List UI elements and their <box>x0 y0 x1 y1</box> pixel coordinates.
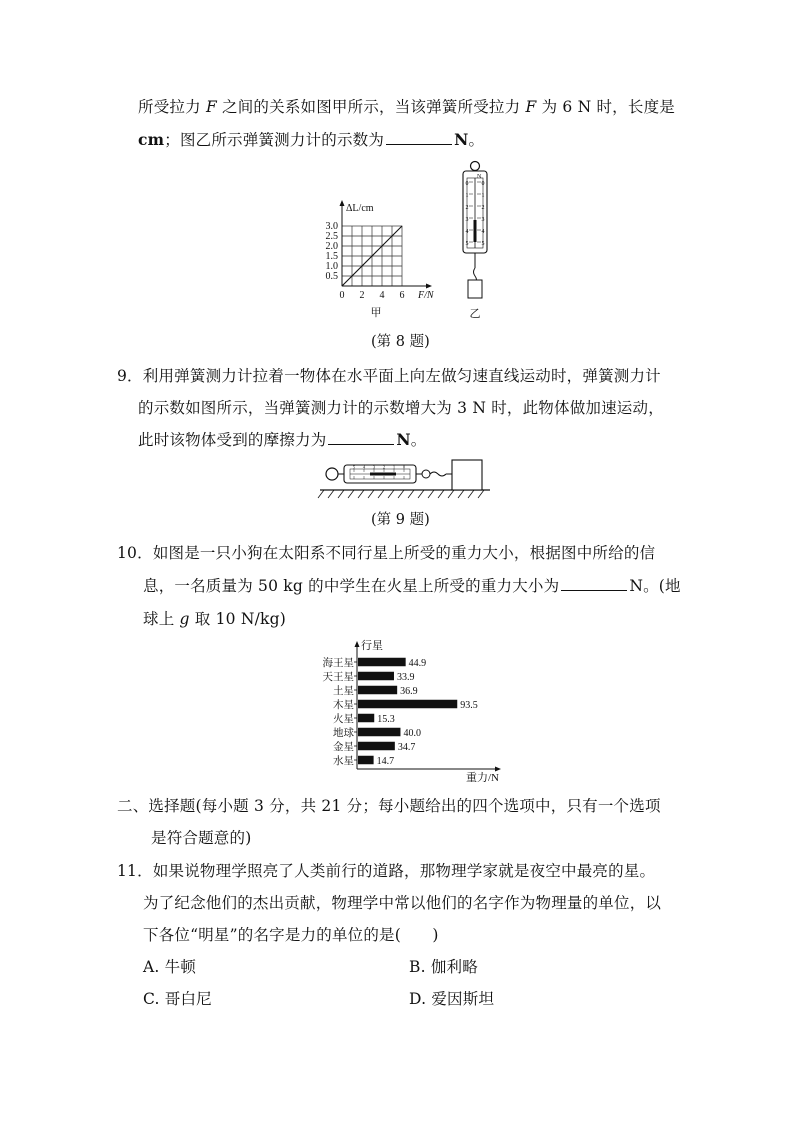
scale-ring <box>471 162 480 171</box>
graph-ylabel: ΔL/cm <box>346 203 374 214</box>
xtick: 4 <box>379 290 385 301</box>
value-label: 33.9 <box>396 672 415 683</box>
value-label: 36.9 <box>400 686 418 697</box>
spring-scale-vertical <box>455 158 499 322</box>
category-label: 木星 <box>333 700 354 711</box>
ytick: 3.0 <box>325 221 338 232</box>
scale-digit: 0 <box>465 181 469 187</box>
var-F: F <box>205 98 217 116</box>
scale-digit: 4 <box>465 229 469 235</box>
q8-text: 。 <box>468 131 485 149</box>
category-label: 金星 <box>333 742 354 753</box>
q10-text: N。(地 <box>629 577 681 595</box>
option-text: 哥白尼 <box>164 990 212 1008</box>
block <box>452 460 482 490</box>
q11-line3: 下各位“明星”的名字是力的单位的是( ) <box>143 926 439 944</box>
option-text: 爱因斯坦 <box>431 990 495 1008</box>
q9-line2: 的示数如图所示，当弹簧测力计的示数增大为 3 N 时，此物体做加速运动， <box>138 399 664 417</box>
scale-digit: 5 <box>352 464 356 470</box>
gravity-bar-chart <box>300 632 510 784</box>
q8-text: 所受拉力 <box>138 98 206 116</box>
q8-line2 <box>138 130 484 150</box>
q10-line2 <box>143 576 681 596</box>
value-label: 40.0 <box>403 728 421 739</box>
graph-label: 甲 <box>370 307 382 319</box>
question-number: 9． <box>117 367 143 385</box>
category-label: 土星 <box>333 686 354 697</box>
chart-x-arrow <box>495 767 501 772</box>
scale-digit: 2 <box>465 205 469 211</box>
bar-地球 <box>358 728 400 737</box>
option-letter: C. <box>143 990 160 1008</box>
value-label: 93.5 <box>460 700 478 711</box>
scale-ring <box>326 468 338 480</box>
value-label: 34.7 <box>397 742 416 753</box>
q9-text: 。 <box>410 431 427 449</box>
q11-line2: 为了纪念他们的杰出贡献，物理学中常以他们的名字作为物理量的单位，以 <box>143 894 662 912</box>
spring-graph <box>300 192 450 322</box>
x-axis-arrow <box>426 284 432 289</box>
category-label: 天王星 <box>322 672 354 683</box>
q9-line1 <box>117 366 661 386</box>
section2-line1: 二、选择题(每小题 3 分，共 21 分；每小题给出的四个选项中，只有一个选项 <box>117 797 661 815</box>
ground-hatching <box>318 490 484 498</box>
scale-digit: 1 <box>392 464 396 470</box>
chart-xlabel: 重力/N <box>466 772 499 784</box>
q8-text: 之间的关系如图甲所示，当该弹簧所受拉力 <box>216 98 526 116</box>
q8-text: ；图乙所示弹簧测力计的示数为 <box>164 131 385 149</box>
scale-digit: 3 <box>481 217 485 223</box>
spring-scale-horizontal <box>316 455 492 501</box>
q8-line1 <box>138 97 675 117</box>
xtick: 2 <box>359 290 365 301</box>
ytick: 0.5 <box>325 271 338 282</box>
q10-text: 息，一名质量为 50 kg 的中学生在火星上所受的重力大小为 <box>143 577 560 595</box>
value-label: 15.3 <box>377 714 395 725</box>
chart-y-arrow <box>355 641 360 647</box>
scale-label: 乙 <box>469 308 481 320</box>
scale-digit: 0 <box>402 464 406 470</box>
scale-digit: 5 <box>465 241 469 247</box>
scale-digit: 2 <box>481 205 485 211</box>
scale-pointer <box>474 220 477 242</box>
bar-海王星 <box>358 658 406 667</box>
ytick: 2.5 <box>325 231 338 242</box>
scale-digit: 1 <box>465 193 469 199</box>
category-label: 地球 <box>333 728 354 739</box>
q11-text: 如果说物理学照亮了人类前行的道路，那物理学家就是夜空中最亮的星。 <box>152 862 656 880</box>
hanging-weight <box>468 280 482 298</box>
option-letter: D. <box>409 990 427 1008</box>
chart-ylabel: 行星 <box>361 640 383 652</box>
ytick: 1.0 <box>325 261 338 272</box>
answer-blank[interactable] <box>328 430 394 445</box>
scale-digit: 0 <box>481 181 485 187</box>
scale-digit: 4 <box>362 464 366 470</box>
q8-caption: (第 8 题) <box>371 334 430 350</box>
bar-水星 <box>358 756 374 765</box>
bar-土星 <box>358 686 397 695</box>
var-g: g <box>179 610 190 628</box>
bar-天王星 <box>358 672 394 681</box>
scale-digit: 3 <box>465 217 469 223</box>
scale-digit: 5 <box>481 241 485 247</box>
option-text: 伽利略 <box>430 958 478 976</box>
q9-line3 <box>138 430 426 450</box>
scale-pointer <box>370 473 396 476</box>
ytick: 2.0 <box>325 241 338 252</box>
xtick: 0 <box>339 290 345 301</box>
unit-cm: cm <box>138 130 165 149</box>
chart-bars <box>323 656 478 767</box>
value-label: 44.9 <box>408 658 427 669</box>
section2-line2: 是符合题意的) <box>151 829 252 847</box>
q8-text: 为 6 N 时，长度是 <box>536 98 675 116</box>
q9-text: 此时该物体受到的摩擦力为 <box>138 431 327 449</box>
category-label: 海王星 <box>322 658 354 669</box>
option-letter: B. <box>409 958 426 976</box>
ytick: 1.5 <box>325 251 338 262</box>
scale-hook <box>422 470 430 478</box>
option-text: 牛顿 <box>164 958 197 976</box>
q9-text: 利用弹簧测力计拉着一物体在水平面上向左做匀速直线运动时，弹簧测力计 <box>142 367 661 385</box>
scale-digit: 4 <box>481 229 485 235</box>
bar-金星 <box>358 742 395 751</box>
option-a[interactable] <box>143 957 196 977</box>
question-number: 11． <box>117 862 153 880</box>
category-label: 水星 <box>333 756 354 767</box>
question-number: 10． <box>117 544 153 562</box>
q11-line1 <box>117 861 655 881</box>
answer-blank[interactable] <box>386 130 452 145</box>
xtick: 6 <box>399 290 405 301</box>
q10-text: 如图是一只小狗在太阳系不同行星上所受的重力大小，根据图中所给的信 <box>152 544 656 562</box>
q10-line3 <box>143 609 286 629</box>
q10-text: 取 10 N/kg) <box>189 610 287 628</box>
scale-digit: 2 <box>382 464 386 470</box>
answer-blank[interactable] <box>561 576 627 591</box>
unit-N: N <box>396 430 411 449</box>
y-axis-arrow <box>340 200 345 206</box>
option-b[interactable] <box>409 957 478 977</box>
option-d[interactable] <box>409 989 494 1009</box>
value-label: 14.7 <box>376 756 395 767</box>
bar-木星 <box>358 700 457 709</box>
q9-caption: (第 9 题) <box>371 512 430 528</box>
scale-unit: N <box>477 174 482 180</box>
q10-line1 <box>117 543 655 563</box>
option-letter: A. <box>143 958 160 976</box>
scale-digit: 3 <box>372 464 376 470</box>
category-label: 火星 <box>333 714 354 725</box>
unit-N: N <box>454 130 469 149</box>
q10-text: 球上 <box>143 610 180 628</box>
scale-digit: 1 <box>481 193 485 199</box>
var-F: F <box>525 98 537 116</box>
bar-火星 <box>358 714 374 723</box>
option-c[interactable] <box>143 989 212 1009</box>
graph-xlabel: F/N <box>418 290 434 301</box>
